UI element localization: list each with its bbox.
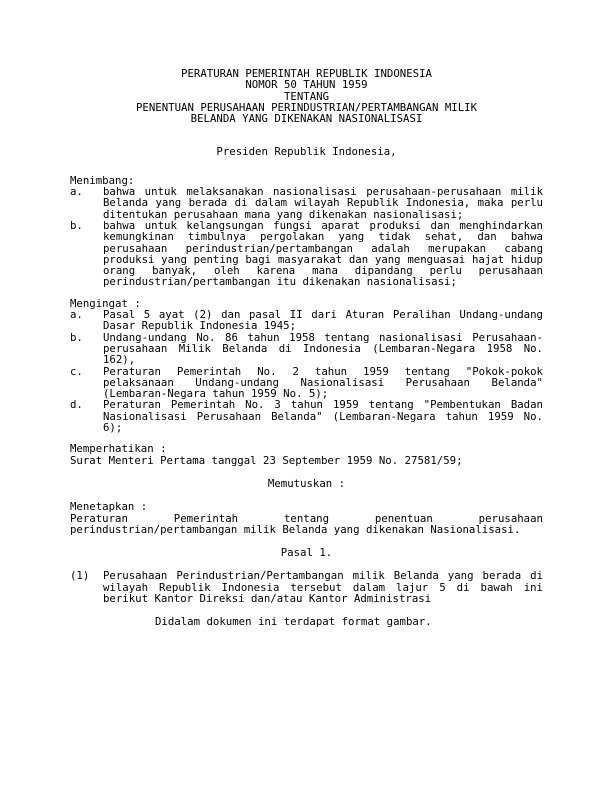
spacer-after-title (70, 124, 543, 146)
title-line-about: TENTANG (283, 89, 330, 103)
list-item-text: bahwa untuk melaksanakan nasionalisasi perusahaan-perusahaan milik Belanda yang berada di dalam wilayah Republik Indonesia, maka perlu ditentukan perusahaan mana yang dikenakan nasionalisasi; (103, 185, 543, 221)
list-item-marker: d. (70, 398, 83, 412)
deciding-heading: Memutuskan : (267, 476, 346, 490)
recalling-list (70, 309, 543, 433)
list-item (70, 399, 543, 433)
establishing-text: Peraturan Pemerintah tentang penentuan perusahaan perindustrian/pertambangan milik Belanda yang dikenakan Nasionalisasi. (70, 511, 543, 536)
spacer-after-authority (70, 158, 543, 175)
document-note: Didalam dokumen ini terdapat format gambar. (155, 615, 432, 629)
list-item-text: Peraturan Pemerintah No. 3 tahun 1959 tentang "Pembentukan Badan Nasionalisasi Perusahaan Belanda" (Lembaran-Negara tahun 1959 No. 6); (103, 398, 543, 435)
article-clause-list (70, 570, 543, 604)
noting-label: Memperhatikan : (70, 442, 167, 456)
list-item (70, 570, 543, 604)
considering-list (70, 186, 543, 288)
list-item-marker: c. (70, 364, 83, 378)
list-item-text: bahwa untuk kelangsungan fungsi aparat produksi dan menghindarkan kemungkinan timbulnya pergolakan yang tidak sehat, dan bahwa perusahaan perindustrian/pertambangan adalah merupakan cabang produksi yang penting bagi masyarakat dan yang menguasai hajat hidup orang banyak, oleh karena mana dipandang perlu perusahaan perindustrian/pertambangan itu dikenakan nasionalisasi; (103, 218, 543, 289)
recalling-label: Mengingat : (70, 296, 141, 310)
list-item (70, 366, 543, 400)
title-line-subject-2: BELANDA YANG DIKENAKAN NASIONALISASI (190, 112, 423, 126)
noting-text: Surat Menteri Pertama tanggal 23 September 1959 No. 27581/59; (70, 453, 463, 467)
list-item (70, 186, 543, 220)
list-item-marker: a. (70, 308, 83, 322)
list-item-marker: b. (70, 330, 83, 344)
document-body (70, 68, 543, 628)
considering-label: Menimbang: (70, 173, 135, 187)
list-item (70, 332, 543, 366)
title-line-subject-1: PENENTUAN PERUSAHAAN PERINDUSTRIAN/PERTAMBANGAN MILIK (135, 100, 478, 114)
list-item (70, 309, 543, 332)
list-item-text: Perusahaan Perindustrian/Pertambangan milik Belanda yang berada di wilayah Republik Indonesia tersebut dalam lajur 5 di bawah ini berikut Kantor Direksi dan/atau Kantor Administrasi (103, 569, 543, 605)
list-item-text: Pasal 5 ayat (2) dan pasal II dari Aturan Peralihan Undang-undang Dasar Republik Indonesia 1945; (103, 308, 543, 333)
list-item-text: Undang-undang No. 86 tahun 1958 tentang nasionalisasi Perusahaan-perusahaan Milik Belanda di Indonesia (Lembaran-Negara 1958 No. 162), (103, 330, 543, 367)
list-item-marker: a. (70, 185, 83, 199)
issuing-authority: Presiden Republik Indonesia, (216, 145, 397, 159)
document-title-block (70, 68, 543, 124)
list-item (70, 220, 543, 288)
establishing-label: Menetapkan : (70, 500, 148, 514)
article-heading: Pasal 1. (280, 546, 333, 560)
title-line-number-year: NOMOR 50 TAHUN 1959 (245, 78, 368, 92)
spacer-after-considering (70, 288, 543, 298)
list-item-marker: (1) (70, 569, 90, 583)
list-item-text: Peraturan Pemerintah No. 2 tahun 1959 tentang "Pokok-pokok pelaksanaan Undang-undang Nasionalisasi Perusahaan Belanda" (Lembaran-Negara tahun 1959 No. 5); (103, 364, 543, 401)
list-item-marker: b. (70, 218, 83, 232)
title-line-regulation-type: PERATURAN PEMERINTAH REPUBLIK INDONESIA (181, 67, 432, 80)
